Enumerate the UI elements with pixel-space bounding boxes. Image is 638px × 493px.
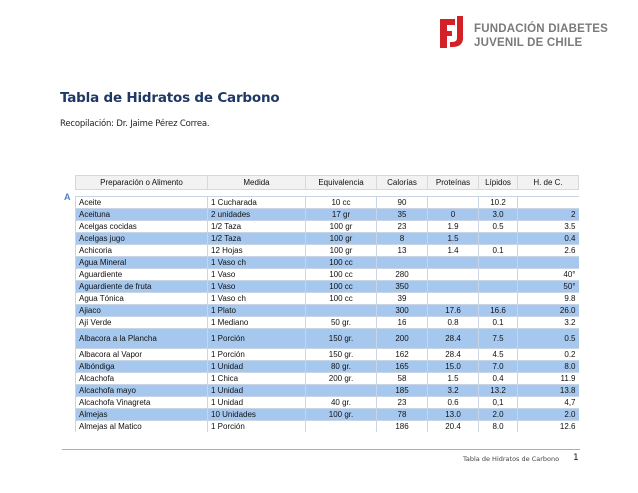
equivalence-cell — [306, 421, 377, 433]
food-cell: Agua Mineral — [76, 257, 208, 269]
page-number: 1 — [573, 453, 579, 463]
calories-cell: 185 — [377, 385, 428, 397]
lipids-cell: 2.0 — [479, 409, 518, 421]
calories-cell: 165 — [377, 361, 428, 373]
measure-cell: 1 Unidad — [208, 385, 306, 397]
food-cell: Agua Tónica — [76, 293, 208, 305]
carbs-cell — [518, 257, 579, 269]
measure-cell: 1 Vaso — [208, 281, 306, 293]
table-row — [76, 257, 579, 269]
lipids-cell: 7.5 — [479, 329, 518, 349]
carbs-cell: 0.5 — [518, 329, 579, 349]
equivalence-cell — [306, 385, 377, 397]
food-cell: Albacora al Vapor — [76, 349, 208, 361]
food-cell: Acelgas cocidas — [76, 221, 208, 233]
proteins-cell: 15.0 — [428, 361, 479, 373]
document-subtitle: Recopilación: Dr. Jaime Pérez Correa. — [60, 119, 210, 129]
table-row — [76, 293, 579, 305]
lipids-cell: 0.5 — [479, 221, 518, 233]
calories-cell: 23 — [377, 397, 428, 409]
table-row — [76, 317, 579, 329]
carbs-cell: 12.6 — [518, 421, 579, 433]
carbs-cell: 2.6 — [518, 245, 579, 257]
measure-cell: 12 Hojas — [208, 245, 306, 257]
proteins-cell: 1.5 — [428, 233, 479, 245]
calories-cell: 23 — [377, 221, 428, 233]
carbs-cell: 2 — [518, 209, 579, 221]
table-row — [76, 209, 579, 221]
lipids-cell: 0,1 — [479, 397, 518, 409]
lipids-cell: 13.2 — [479, 385, 518, 397]
table-row — [76, 197, 579, 209]
calories-cell: 39 — [377, 293, 428, 305]
table-row — [76, 245, 579, 257]
calories-cell: 58 — [377, 373, 428, 385]
lipids-cell: 16.6 — [479, 305, 518, 317]
proteins-cell: 13.0 — [428, 409, 479, 421]
section-letter: A — [64, 192, 71, 202]
proteins-cell — [428, 197, 479, 209]
carbs-cell: 13.8 — [518, 385, 579, 397]
equivalence-cell: 17 gr — [306, 209, 377, 221]
measure-cell: 1 Porción — [208, 421, 306, 433]
equivalence-cell: 50 gr. — [306, 317, 377, 329]
calories-cell: 16 — [377, 317, 428, 329]
equivalence-cell: 10 cc — [306, 197, 377, 209]
header-calories: Calorías — [377, 176, 428, 190]
measure-cell: 10 Unidades — [208, 409, 306, 421]
food-cell: Achicoria — [76, 245, 208, 257]
calories-cell: 186 — [377, 421, 428, 433]
measure-cell: 2 unidades — [208, 209, 306, 221]
proteins-cell: 0.6 — [428, 397, 479, 409]
table-row — [76, 269, 579, 281]
carbs-cell: 3.2 — [518, 317, 579, 329]
table-row — [76, 361, 579, 373]
food-cell: Aguardiente de fruta — [76, 281, 208, 293]
header-equivalence: Equivalencia — [306, 176, 377, 190]
equivalence-cell: 100 cc — [306, 293, 377, 305]
proteins-cell — [428, 257, 479, 269]
calories-cell: 13 — [377, 245, 428, 257]
lipids-cell — [479, 233, 518, 245]
equivalence-cell: 200 gr. — [306, 373, 377, 385]
equivalence-cell: 100 gr. — [306, 409, 377, 421]
lipids-cell: 0.1 — [479, 317, 518, 329]
carbs-cell: 50° — [518, 281, 579, 293]
carbs-cell: 2.0 — [518, 409, 579, 421]
table-row — [76, 385, 579, 397]
table-row — [76, 373, 579, 385]
proteins-cell: 1.4 — [428, 245, 479, 257]
food-cell: Almejas — [76, 409, 208, 421]
measure-cell: 1 Vaso ch — [208, 257, 306, 269]
measure-cell: 1 Chica — [208, 373, 306, 385]
header-measure: Medida — [208, 176, 306, 190]
food-cell: Alcachofa — [76, 373, 208, 385]
measure-cell: 1/2 Taza — [208, 233, 306, 245]
header-lipids: Lípidos — [479, 176, 518, 190]
carbs-cell: 0.4 — [518, 233, 579, 245]
table-row — [76, 409, 579, 421]
proteins-cell: 3.2 — [428, 385, 479, 397]
document-title: Tabla de Hidratos de Carbono — [60, 90, 280, 106]
footer-divider — [62, 449, 580, 450]
equivalence-cell: 100 cc — [306, 269, 377, 281]
table-row — [76, 421, 579, 433]
measure-cell: 1 Unidad — [208, 397, 306, 409]
proteins-cell — [428, 281, 479, 293]
lipids-cell — [479, 257, 518, 269]
table-row — [76, 329, 579, 349]
proteins-cell: 0 — [428, 209, 479, 221]
carbohydrate-table — [75, 175, 579, 432]
calories-cell: 280 — [377, 269, 428, 281]
equivalence-cell — [306, 305, 377, 317]
carbs-cell: 9.8 — [518, 293, 579, 305]
proteins-cell: 28.4 — [428, 349, 479, 361]
carbs-cell: 3.5 — [518, 221, 579, 233]
lipids-cell: 0.4 — [479, 373, 518, 385]
food-cell: Aguardiente — [76, 269, 208, 281]
equivalence-cell: 100 gr — [306, 245, 377, 257]
measure-cell: 1 Vaso ch — [208, 293, 306, 305]
lipids-cell: 8.0 — [479, 421, 518, 433]
table-header-row — [76, 176, 579, 190]
carbs-cell: 8.0 — [518, 361, 579, 373]
table-row — [76, 349, 579, 361]
fdj-logo-icon — [440, 16, 466, 48]
lipids-cell — [479, 293, 518, 305]
carbs-cell: 26.0 — [518, 305, 579, 317]
lipids-cell: 7.0 — [479, 361, 518, 373]
lipids-cell: 10.2 — [479, 197, 518, 209]
table-row — [76, 305, 579, 317]
logo-line-1: FUNDACIÓN DIABETES — [474, 23, 608, 35]
food-cell: Alcachofa Vinagreta — [76, 397, 208, 409]
lipids-cell: 0.1 — [479, 245, 518, 257]
measure-cell: 1 Porción — [208, 349, 306, 361]
calories-cell: 300 — [377, 305, 428, 317]
measure-cell: 1/2 Taza — [208, 221, 306, 233]
table-row — [76, 221, 579, 233]
calories-cell: 350 — [377, 281, 428, 293]
measure-cell: 1 Plato — [208, 305, 306, 317]
proteins-cell: 0.8 — [428, 317, 479, 329]
equivalence-cell: 150 gr. — [306, 329, 377, 349]
food-cell: Albacora a la Plancha — [76, 329, 208, 349]
calories-cell: 162 — [377, 349, 428, 361]
proteins-cell — [428, 293, 479, 305]
calories-cell — [377, 257, 428, 269]
food-cell: Aceite — [76, 197, 208, 209]
equivalence-cell: 80 gr. — [306, 361, 377, 373]
equivalence-cell: 100 gr — [306, 221, 377, 233]
proteins-cell: 20.4 — [428, 421, 479, 433]
carbs-cell: 11.9 — [518, 373, 579, 385]
equivalence-cell: 150 gr. — [306, 349, 377, 361]
header-proteins: Proteínas — [428, 176, 479, 190]
measure-cell: 1 Unidad — [208, 361, 306, 373]
table-row — [76, 281, 579, 293]
food-cell: Ají Verde — [76, 317, 208, 329]
lipids-cell: 3.0 — [479, 209, 518, 221]
proteins-cell: 1.9 — [428, 221, 479, 233]
measure-cell: 1 Mediano — [208, 317, 306, 329]
equivalence-cell: 40 gr. — [306, 397, 377, 409]
logo-line-2: JUVENIL DE CHILE — [474, 37, 583, 49]
measure-cell: 1 Porción — [208, 329, 306, 349]
calories-cell: 200 — [377, 329, 428, 349]
lipids-cell — [479, 281, 518, 293]
carbs-cell: 40° — [518, 269, 579, 281]
proteins-cell — [428, 269, 479, 281]
food-cell: Aceituna — [76, 209, 208, 221]
calories-cell: 8 — [377, 233, 428, 245]
carbs-cell: 4,7 — [518, 397, 579, 409]
food-cell: Almejas al Matico — [76, 421, 208, 433]
measure-cell: 1 Vaso — [208, 269, 306, 281]
table-row — [76, 397, 579, 409]
food-cell: Alcachofa mayo — [76, 385, 208, 397]
lipids-cell: 4.5 — [479, 349, 518, 361]
table-row — [76, 233, 579, 245]
food-cell: Ajiaco — [76, 305, 208, 317]
proteins-cell: 28.4 — [428, 329, 479, 349]
lipids-cell — [479, 269, 518, 281]
foundation-logo — [440, 16, 608, 50]
header-food: Preparación o Alimento — [76, 176, 208, 190]
food-cell: Albóndiga — [76, 361, 208, 373]
equivalence-cell: 100 cc — [306, 281, 377, 293]
measure-cell: 1 Cucharada — [208, 197, 306, 209]
footer-label: Tabla de Hidratos de Carbono — [463, 455, 560, 463]
proteins-cell: 17.6 — [428, 305, 479, 317]
calories-cell: 35 — [377, 209, 428, 221]
carbs-cell — [518, 197, 579, 209]
food-cell: Acelgas jugo — [76, 233, 208, 245]
proteins-cell: 1.5 — [428, 373, 479, 385]
carbs-cell: 0.2 — [518, 349, 579, 361]
calories-cell: 90 — [377, 197, 428, 209]
equivalence-cell: 100 gr — [306, 233, 377, 245]
equivalence-cell: 100 cc — [306, 257, 377, 269]
header-carbs: H. de C. — [518, 176, 579, 190]
calories-cell: 78 — [377, 409, 428, 421]
